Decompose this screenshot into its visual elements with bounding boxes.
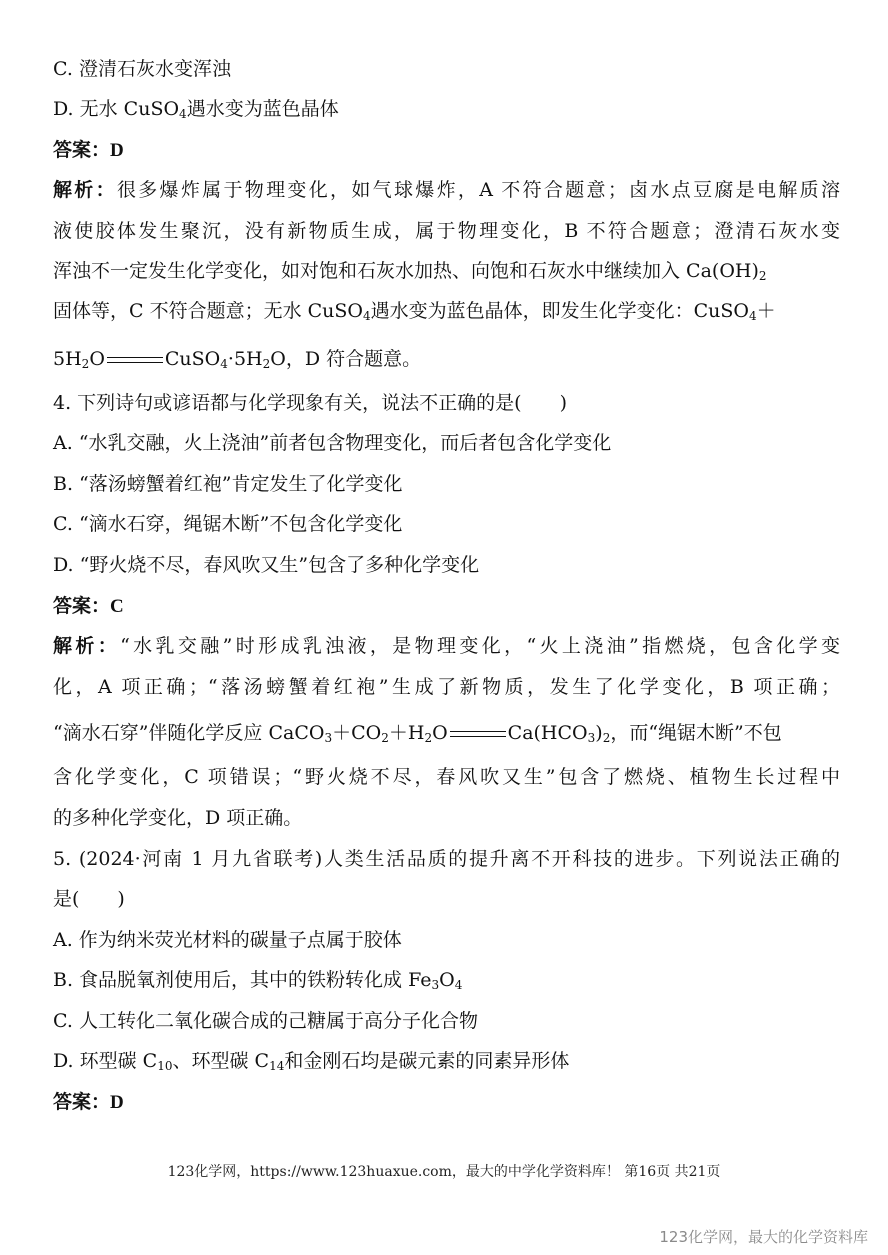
q5-stem-line-1: 5. (2024·河南 1 月九省联考)人类生活品质的提升离不开科技的进步。下列说法正确的 [53, 848, 840, 870]
q4-explanation-line-4: 含化学变化，C 项错误；“野火烧不尽，春风吹又生”包含了燃烧、植物生长过程中 [53, 766, 840, 788]
q4-answer: 答案：C [53, 595, 124, 617]
q5-answer: 答案：D [53, 1091, 124, 1113]
q5-option-c: C. 人工转化二氧化碳合成的己糖属于高分子化合物 [53, 1010, 478, 1032]
q5-option-b: B. 食品脱氧剂使用后，其中的铁粉转化成 $Fe_3O_4$ [53, 969, 463, 992]
equals-sign-bar [107, 357, 163, 363]
q3-option-d: D. 无水 CuSO$_4$遇水变为蓝色晶体 [53, 98, 339, 121]
q5-option-d: D. 环型碳 $C_{10}$、环型碳 $C_{14}$和金刚石均是碳元素的同素异形体 [53, 1050, 570, 1073]
q3-explanation-line-1: 解析：很多爆炸属于物理变化，如气球爆炸，A 不符合题意；卤水点豆腐是电解质溶 [53, 179, 840, 201]
q3-explanation-line-2: 液使胶体发生聚沉，没有新物质生成，属于物理变化，B 不符合题意；澄清石灰水变 [53, 220, 840, 242]
q3-option-c: C. 澄清石灰水变浑浊 [53, 58, 231, 80]
q4-option-a: A. “水乳交融，火上浇油”前者包含物理变化，而后者包含化学变化 [53, 432, 612, 454]
q5-option-a: A. 作为纳米荧光材料的碳量子点属于胶体 [53, 929, 402, 951]
q3-explanation-line-3: 浑浊不一定发生化学变化，如对饱和石灰水加热、向饱和石灰水中继续加入 $Ca(OH)_2$ [53, 260, 767, 283]
q4-explanation-line-1: 解析：“水乳交融”时形成乳浊液，是物理变化，“火上浇油”指燃烧，包含化学变 [53, 635, 840, 657]
watermark-text: 123化学网，最大的化学资料库 [659, 1228, 868, 1246]
q4-stem: 4. 下列诗句或谚语都与化学现象有关，说法不正确的是( ) [53, 392, 567, 414]
q3-answer: 答案：D [53, 139, 124, 161]
q4-option-d: D. “野火烧不尽，春风吹又生”包含了多种化学变化 [53, 554, 480, 576]
q4-explanation-line-2: 化，A 项正确；“落汤螃蟹着红袍”生成了新物质，发生了化学变化，B 项正确； [53, 676, 840, 698]
q5-stem-line-2: 是( ) [53, 888, 125, 910]
q4-explanation-line-5: 的多种化学变化，D 项正确。 [53, 807, 303, 829]
q3-explanation-line-4: 固体等，C 不符合题意；无水 CuSO$_4$遇水变为蓝色晶体，即发生化学变化：CuSO$_4$＋ [53, 300, 776, 323]
equals-sign-bar [450, 731, 506, 737]
q4-explanation-line-3: “滴水石穿”伴随化学反应 $CaCO_3+CO_2+H_2O$ $Ca(HCO_3)_2$，而“绳锯木断”不包 [53, 722, 782, 745]
q4-option-c: C. “滴水石穿，绳锯木断”不包含化学变化 [53, 513, 403, 535]
q4-option-b: B. “落汤螃蟹着红袍”肯定发生了化学变化 [53, 473, 403, 495]
page-footer: 123化学网，https://www.123huaxue.com，最大的中学化学资料库！ 第16页 共21页 [167, 1164, 721, 1180]
q3-explanation-line-5: $5H_2O$ $CuSO_4\cdot 5H_2O$，D 符合题意。 [53, 348, 422, 371]
